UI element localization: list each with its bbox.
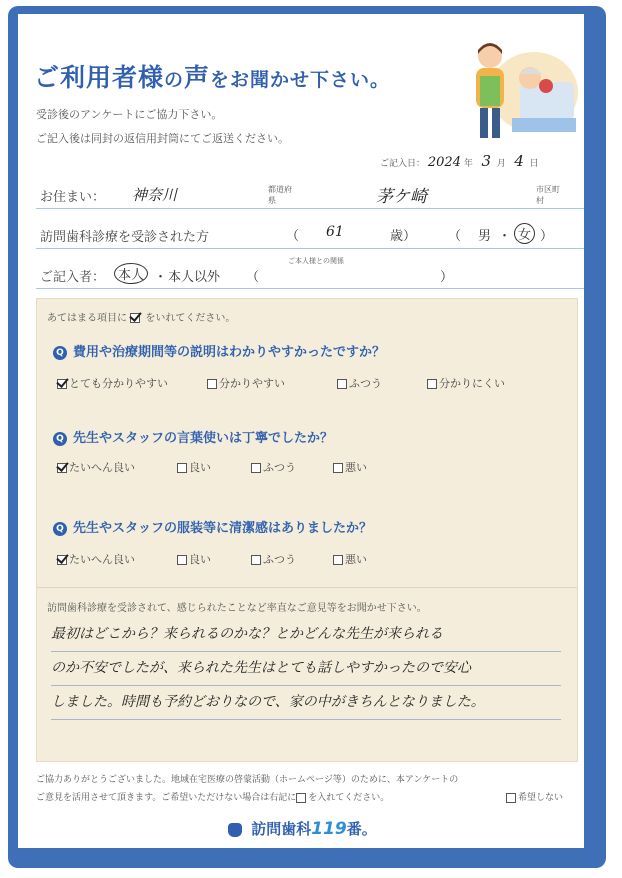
q1-option-2[interactable]: 分かりやすい bbox=[207, 375, 285, 391]
question-icon: Q bbox=[53, 346, 67, 360]
address-label: お住まい： bbox=[40, 190, 106, 205]
date-month[interactable]: 3 bbox=[481, 152, 492, 170]
question-icon: Q bbox=[53, 522, 67, 536]
age-value[interactable]: 61 bbox=[326, 224, 344, 240]
brand-logo: 訪問歯科119番。 bbox=[228, 818, 377, 839]
writer-other-option[interactable]: 本人以外 bbox=[168, 270, 221, 285]
tooth-icon bbox=[228, 823, 242, 837]
writer-label: ご記入者： bbox=[40, 270, 106, 285]
date-year[interactable]: 2024 bbox=[427, 155, 461, 170]
date-label: ご記入日： bbox=[380, 159, 426, 169]
q2-option-1[interactable]: たいへん良い bbox=[57, 459, 135, 475]
question-2: Q 先生やスタッフの言葉使いは丁寧でしたか？ bbox=[53, 427, 333, 446]
date-row: ご記入日： 2024 年 3 月 4 日 bbox=[380, 152, 539, 170]
q1-option-3[interactable]: ふつう bbox=[337, 375, 382, 391]
checkmark-icon bbox=[130, 313, 140, 323]
q3-option-2[interactable]: 良い bbox=[177, 551, 211, 567]
address-row: お住まい： 神奈川 都道府県 茅ケ崎 市区町村 bbox=[36, 178, 584, 209]
patient-row: 訪問歯科診療を受診された方 （ 61 歳） （ 男 ・ 女 ） bbox=[36, 218, 584, 249]
prefecture-value[interactable]: 神奈川 bbox=[132, 186, 178, 204]
feedback-line-2[interactable]: のか不安でしたが、来られた先生はとても話しやすかったので安心 bbox=[51, 651, 561, 686]
feedback-prompt: 訪問歯科診療を受診されて、感じられたことなど率直なご意見等をお聞かせ下さい。 bbox=[47, 603, 427, 614]
intro-line-1: 受診後のアンケートにご協力下さい。 bbox=[36, 108, 223, 121]
date-day[interactable]: 4 bbox=[514, 152, 524, 170]
gender-female[interactable]: 女 bbox=[514, 223, 535, 244]
feedback-line-1[interactable]: 最初はどこから？来られるのかな？とかどんな先生が来られる bbox=[51, 617, 561, 652]
survey-panel bbox=[36, 298, 578, 762]
footer-line-2: ご意見を活用させて頂きます。ご希望いただけない場合は右記に を入れてください。 希望しない bbox=[36, 790, 389, 803]
optout-label[interactable]: 希望しない bbox=[506, 790, 563, 803]
city-value[interactable]: 茅ケ崎 bbox=[376, 187, 427, 207]
feedback-line-3[interactable]: しました。時間も予約どおりなので、家の中がきちんとなりました。 bbox=[51, 685, 561, 720]
q3-option-3[interactable]: ふつう bbox=[251, 551, 296, 567]
optout-checkbox[interactable] bbox=[296, 793, 306, 803]
intro-line-2: ご記入後は同封の返信用封筒にてご返送ください。 bbox=[36, 132, 289, 145]
writer-self-option[interactable]: 本人 bbox=[114, 263, 148, 284]
caregiver-illustration bbox=[450, 36, 580, 146]
form-title: ご利用者様の声をお聞かせ下さい。 bbox=[34, 63, 391, 92]
q2-option-4[interactable]: 悪い bbox=[333, 459, 367, 475]
divider bbox=[37, 587, 577, 588]
q2-option-2[interactable]: 良い bbox=[177, 459, 211, 475]
q1-option-1[interactable]: とても分かりやすい bbox=[57, 375, 168, 391]
q1-option-4[interactable]: 分かりにくい bbox=[427, 375, 505, 391]
q2-option-3[interactable]: ふつう bbox=[251, 459, 296, 475]
question-icon: Q bbox=[53, 432, 67, 446]
instructions: あてはまる項目に をいれてください。 bbox=[47, 313, 236, 324]
question-3: Q 先生やスタッフの服装等に清潔感はありましたか？ bbox=[53, 517, 372, 536]
question-1: Q 費用や治療期間等の説明はわかりやすかったですか？ bbox=[53, 341, 385, 360]
footer-line-1: ご協力ありがとうございました。地域在宅医療の啓蒙活動（ホームページ等）のために、本アンケートの bbox=[36, 775, 459, 785]
writer-row: ご記入者： 本人 ・ 本人以外 （ ご本人様との関係 ） bbox=[36, 258, 584, 289]
gender-male[interactable]: 男 bbox=[478, 229, 492, 244]
q3-option-1[interactable]: たいへん良い bbox=[57, 551, 135, 567]
q3-option-4[interactable]: 悪い bbox=[333, 551, 367, 567]
patient-label: 訪問歯科診療を受診された方 bbox=[40, 230, 210, 245]
